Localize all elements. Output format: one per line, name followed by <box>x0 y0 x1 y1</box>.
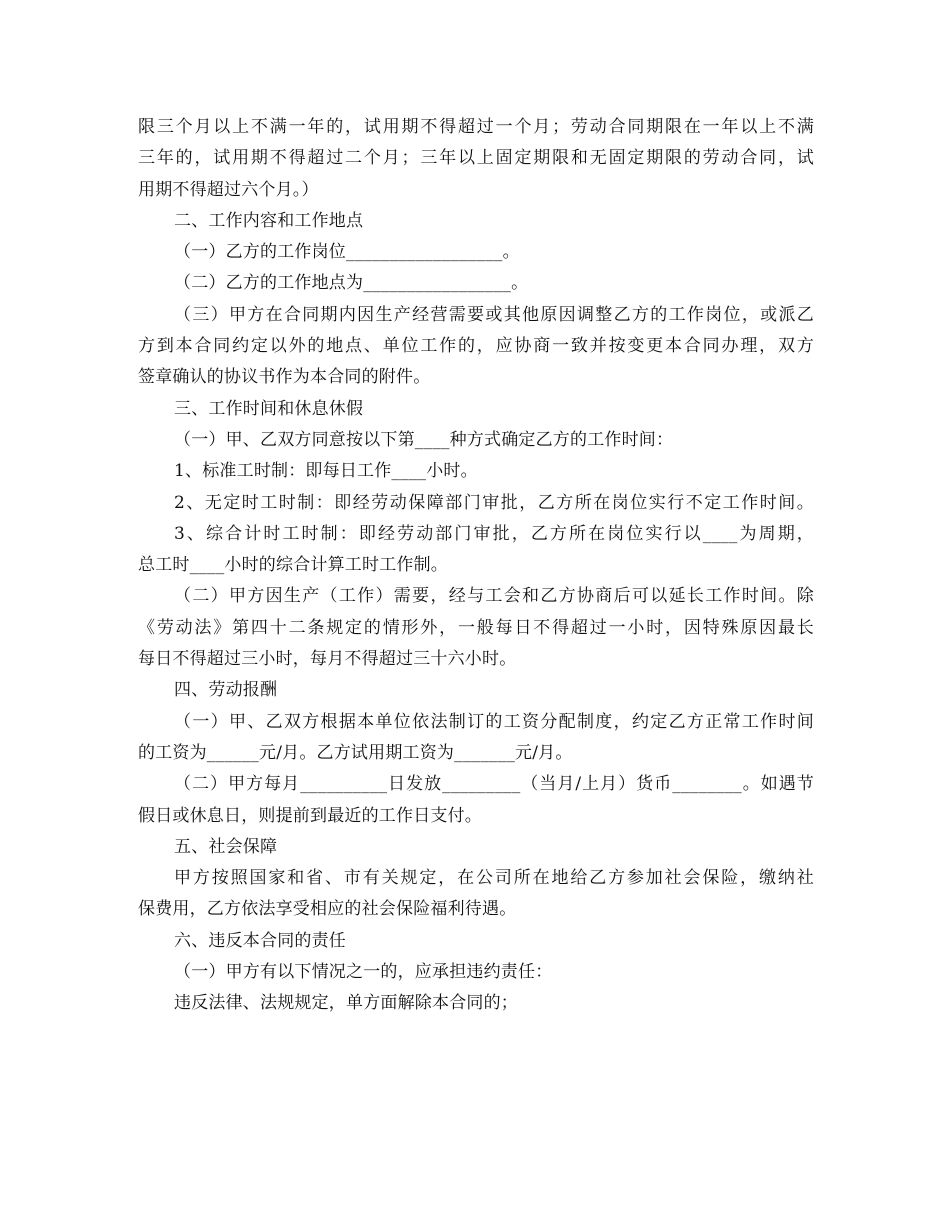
text-line: 三年的，试用期不得超过二个月；三年以上固定期限和无固定期限的劳动合同，试 <box>138 148 814 169</box>
text-line: 签章确认的协议书作为本合同的附件。 <box>138 367 431 388</box>
text-line: 六、违反本合同的责任 <box>174 930 346 951</box>
text-line: 方到本合同约定以外的地点、单位工作的，应协商一致并按变更本合同办理，双方 <box>138 336 814 357</box>
text-line: 的工资为______元/月。乙方试用期工资为_______元/月。 <box>138 742 573 763</box>
text-line: （一）乙方的工作岗位__________________。 <box>174 242 520 263</box>
text-line: 五、社会保障 <box>174 836 278 857</box>
document-page <box>138 112 814 1020</box>
text-line: 3、综合计时工时制：即经劳动部门审批，乙方所在岗位实行以____为周期， <box>174 523 814 544</box>
text-line: 甲方按照国家和省、市有关规定，在公司所在地给乙方参加社会保险，缴纳社 <box>174 868 814 889</box>
text-line: 用期不得超过六个月。） <box>138 179 319 200</box>
text-line: 总工时____小时的综合计算工时工作制。 <box>138 555 448 576</box>
text-line: 每日不得超过三小时，每月不得超过三十六小时。 <box>138 649 517 670</box>
text-line: 限三个月以上不满一年的，试用期不得超过一个月；劳动合同期限在一年以上不满 <box>138 117 814 137</box>
text-line: （一）甲方有以下情况之一的，应承担违约责任： <box>174 962 553 983</box>
text-line: 违反法律、法规规定，单方面解除本合同的； <box>174 993 518 1014</box>
document-body <box>138 112 814 1020</box>
text-line: （三）甲方在合同期内因生产经营需要或其他原因调整乙方的工作岗位，或派乙 <box>174 304 814 325</box>
text-line: 三、工作时间和休息休假 <box>174 398 364 419</box>
text-line: 保费用，乙方依法享受相应的社会保险福利待遇。 <box>138 899 517 920</box>
text-line: （二）甲方因生产（工作）需要，经与工会和乙方协商后可以延长工作时间。除 <box>174 586 814 607</box>
text-line: 二、工作内容和工作地点 <box>174 210 364 231</box>
text-line: 2、无定时工时制：即经劳动保障部门审批，乙方所在岗位实行不定工作时间。 <box>174 492 814 513</box>
text-line: 1、标准工时制：即每日工作____小时。 <box>174 461 478 482</box>
text-line: 《劳动法》第四十二条规定的情形外，一般每日不得超过一小时，因特殊原因最长 <box>138 617 814 638</box>
text-line: （一）甲、乙双方根据本单位依法制订的工资分配制度，约定乙方正常工作时间 <box>174 711 814 732</box>
text-line: （二）乙方的工作地点为_________________。 <box>174 273 529 294</box>
text-line: （一）甲、乙双方同意按以下第____种方式确定乙方的工作时间： <box>174 429 674 450</box>
text-line: 四、劳动报酬 <box>174 680 278 701</box>
text-line: （二）甲方每月__________日发放_________（当月/上月）货币________。如遇节 <box>174 774 814 795</box>
text-line: 假日或休息日，则提前到最近的工作日支付。 <box>138 805 482 826</box>
